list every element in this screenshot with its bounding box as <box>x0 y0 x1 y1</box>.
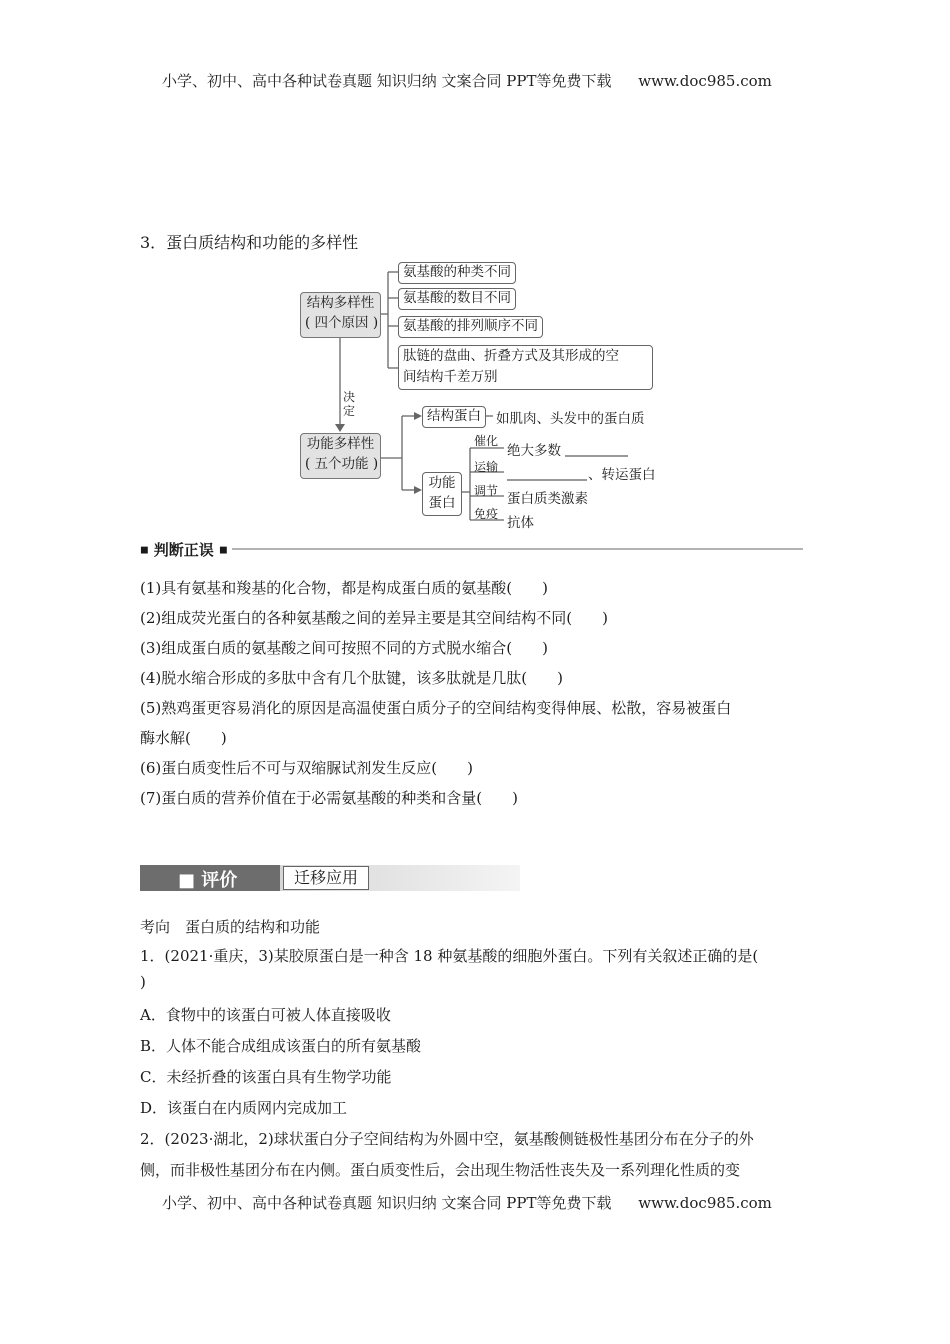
footer-url[interactable]: www.doc985.com <box>638 1194 772 1212</box>
square-icon: ■ <box>219 545 228 556</box>
structure-diversity-label: 结构多样性 <box>306 295 375 311</box>
structure-diversity-note: ( 四个原因 ) <box>305 315 379 331</box>
function-diversity-box <box>300 433 381 479</box>
header-text: 小学、初中、高中各种试卷真题 知识归纳 文案合同 PPT等免费下载 <box>162 72 612 90</box>
page-footer <box>162 1192 772 1213</box>
function-catalysis-label: 催化 <box>474 434 499 448</box>
question-1-option-c: C．未经折叠的该蛋白具有生物学功能 <box>140 1068 392 1086</box>
header-url[interactable]: www.doc985.com <box>638 72 772 90</box>
function-regulation-label: 调节 <box>474 484 499 498</box>
judge-item: (4)脱水缩合形成的多肽中含有几个肽键，该多肽就是几肽( ) <box>140 669 563 687</box>
function-diversity-note: ( 五个功能 ) <box>305 456 379 472</box>
structural-protein-box: 结构蛋白 <box>422 406 486 428</box>
judge-list <box>140 573 731 813</box>
functional-protein-label: 功能 <box>428 475 456 491</box>
decide-char: 决 <box>343 390 356 404</box>
topic-heading: 考向 蛋白质的结构和功能 <box>140 918 321 936</box>
footer-text: 小学、初中、高中各种试卷真题 知识归纳 文案合同 PPT等免费下载 <box>162 1194 612 1212</box>
reason-4-line2: 间结构千差万别 <box>403 369 498 385</box>
question-1-option-b: B．人体不能合成组成该蛋白的所有氨基酸 <box>140 1037 422 1055</box>
section-title: 3．蛋白质结构和功能的多样性 <box>140 233 359 252</box>
function-diversity-label: 功能多样性 <box>306 436 375 452</box>
judge-item: (2)组成荧光蛋白的各种氨基酸之间的差异主要是其空间结构不同( ) <box>140 609 608 627</box>
question-1-stem-end: ) <box>140 973 146 991</box>
function-regulation-text: 蛋白质类激素 <box>507 491 588 507</box>
judge-item: (5)熟鸡蛋更容易消化的原因是高温使蛋白质分子的空间结构变得伸展、松散，容易被蛋白 <box>140 699 732 717</box>
reason-4-line1: 肽链的盘曲、折叠方式及其形成的空 <box>403 348 619 364</box>
square-icon: ■ <box>140 545 149 556</box>
judge-title: 判断正误 <box>153 541 214 559</box>
functional-protein-label: 蛋白 <box>428 495 456 511</box>
question-2-line1: 2．(2023·湖北，2)球状蛋白分子空间结构为外圆中空，氨基酸侧链极性基团分布在分子的外 <box>140 1130 754 1148</box>
functional-protein-box <box>422 472 462 516</box>
decide-char: 定 <box>343 404 356 418</box>
reason-box: 氨基酸的数目不同 <box>398 288 516 310</box>
function-transport-label: 运输 <box>474 460 499 474</box>
function-transport-text: 、转运蛋白 <box>588 467 656 483</box>
banner-right-tag: 迁移应用 <box>283 866 369 890</box>
function-immunity-text: 抗体 <box>507 515 534 531</box>
reason-box <box>398 345 653 390</box>
judge-item: 酶水解( ) <box>140 729 227 747</box>
judge-item: (6)蛋白质变性后不可与双缩脲试剂发生反应( ) <box>140 759 473 777</box>
judge-heading <box>140 539 228 560</box>
structure-diversity-box <box>300 292 381 338</box>
function-catalysis-text: 绝大多数 <box>507 443 561 459</box>
judge-item: (7)蛋白质的营养价值在于必需氨基酸的种类和含量( ) <box>140 789 518 807</box>
question-1-option-a: A．食物中的该蛋白可被人体直接吸收 <box>140 1006 391 1024</box>
reason-box: 氨基酸的排列顺序不同 <box>398 316 543 338</box>
judge-item: (3)组成蛋白质的氨基酸之间可按照不同的方式脱水缩合( ) <box>140 639 548 657</box>
question-1-option-d: D．该蛋白在内质网内完成加工 <box>140 1099 348 1117</box>
reason-box: 氨基酸的种类不同 <box>398 262 516 284</box>
structural-protein-example: 如肌肉、头发中的蛋白质 <box>496 411 645 427</box>
question-1-stem: 1．(2021·重庆，3)某胶原蛋白是一种含 18 种氨基酸的细胞外蛋白。下列有关叙述正确的是( <box>140 947 759 965</box>
banner-left-label: ■ 评价 <box>178 870 238 891</box>
judge-item: (1)具有氨基和羧基的化合物，都是构成蛋白质的氨基酸( ) <box>140 579 548 597</box>
question-2-line2: 侧，而非极性基团分布在内侧。蛋白质变性后，会出现生物活性丧失及一系列理化性质的变 <box>140 1161 741 1179</box>
decide-label <box>343 390 355 418</box>
function-immunity-label: 免疫 <box>474 507 499 521</box>
